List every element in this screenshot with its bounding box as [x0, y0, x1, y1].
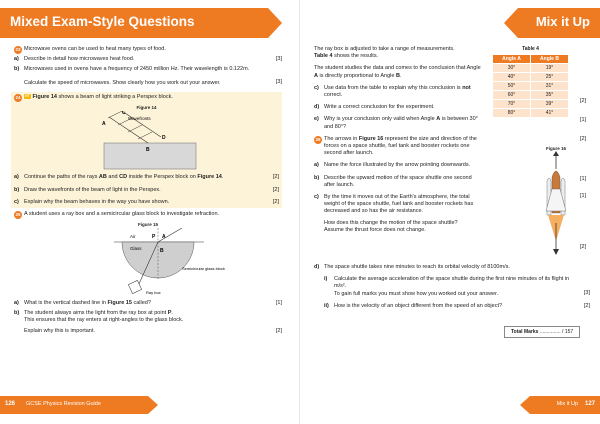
question-26: 26 The arrows in Figure 16 represent the size and direction of the forces on a space shuttle, fuel tank and booster rockets one second after launch. — [315, 135, 477, 157]
wavefront-line — [138, 132, 152, 139]
column-header: Angle A — [493, 55, 531, 64]
marks: [2] — [580, 136, 587, 142]
table-row: 40° 25° — [493, 73, 569, 82]
right-content: The ray box is adjusted to take a range of measurements. Table 4 shows the results. The student studies the data and comes to the conclusion that Angle A is directly proportional to Angle B. c) Use data from the table to explain why this conclusion is not correct. d) Write a correct conclusion for the experiment. e) Why is your conclusion only valid when Angle A is between 30° and 80°? 26 The arrows in Figure 16 represent the size and direction of the forces on a space shuttle, fuel tank and booster rockets one second after launch. a) Name the force illustrated by the arrow pointing downwards. b) Describe the upward motion of the space shuttle one second after launch. c) By the time it moves out of the Earth's atmosphere, the total weight of the space shuttle, fuel tank and booster rockets has decreased and so has the air resistance. How does this change the motion of the space shuttle? Assume the thrust force does not change. — [314, 46, 481, 233]
marks: [3] — [275, 79, 282, 86]
label-a: A — [162, 234, 166, 241]
question-23 — [14, 46, 282, 53]
q24-part-a: a) Continue the paths of the rays AB and CD inside the Perspex block on Figure 14. [2] — [14, 174, 279, 181]
figure-caption: Figure 15 — [137, 222, 158, 228]
page-number: 126 — [5, 401, 16, 407]
total-value: / 157 — [562, 329, 574, 335]
q25-part-d: d) Write a correct conclusion for the experiment. — [314, 104, 435, 111]
q25-part-b: b) The student always aims the light from the ray box at point P. This ensures that the ray enters at right-angles to the glass block. Explain why this is important. [2] — [14, 309, 282, 335]
thrust-arrowhead — [553, 151, 559, 156]
question-24: 24 HT Figure 14 shows a beam of light striking a Perspex block. — [15, 93, 173, 100]
label-a: A — [102, 121, 106, 128]
table-4 — [492, 54, 569, 118]
q26-part-d: d) The space shuttle takes nine minutes to reach its orbital velocity of 8100m/s. — [314, 264, 510, 270]
table-row: 60° 35° — [493, 91, 569, 100]
q26-part-d-ii: ii) How is the velocity of an object different from the speed of an object? [2] — [324, 302, 590, 309]
figure-15-diagram — [14, 228, 274, 296]
table-header-row — [493, 55, 569, 64]
figure-caption: Figure 16 — [545, 146, 566, 151]
question-25: 25 A student uses a ray box and a semicircular glass block to investigate refraction. — [15, 211, 220, 218]
wavefront-line — [108, 111, 122, 118]
perspex-block — [104, 143, 196, 169]
label-ray-box: Ray box — [146, 290, 161, 296]
table-row: 80° 41° — [493, 109, 569, 118]
right-page — [300, 0, 600, 424]
q26-part-a: a) Name the force illustrated by the arrow pointing downwards. — [314, 162, 471, 169]
ray-cd — [122, 111, 161, 137]
section-title: Mixed Exam-Style Questions — [10, 14, 195, 29]
label-semicircular-block: Semicircular glass block — [182, 266, 225, 272]
total-label: Total Marks — [511, 329, 539, 335]
q26-part-c: c) By the time it moves out of the Earth's atmosphere, the total weight of the space shuttle, fuel tank and booster rockets has decreased and so has the air resistance. How does this change the motion of the space shuttle? Assume the thrust force does not change. — [314, 194, 474, 233]
weight-arrowhead — [553, 249, 559, 255]
space-shuttle-diagram — [536, 151, 576, 255]
question-number: 23 — [15, 47, 21, 52]
figure-16-block — [536, 146, 576, 260]
label-glass: Glass — [130, 246, 142, 252]
q25-part-a: a) What is the vertical dashed line in Figure 15 called? [1] — [14, 299, 282, 306]
label-p: P — [152, 234, 156, 241]
marks: [1] — [580, 176, 587, 182]
q25-part-c: c) Use data from the table to explain why this conclusion is not correct. — [314, 84, 471, 99]
question-number: 26 — [315, 136, 321, 142]
wavefront-line — [128, 125, 142, 132]
page-number: 127 — [584, 401, 595, 407]
q24-part-b: b) Draw the wavefronts of the beam of light in the Perspex. [2] — [14, 186, 279, 193]
table-4-block — [492, 46, 569, 118]
q23-part-a: a) Describe in detail how microwaves heat food. [3] — [14, 56, 282, 63]
table-caption: Table 4 — [522, 46, 539, 52]
marks: [2] — [580, 98, 587, 104]
left-content — [14, 46, 282, 335]
book-title: GCSE Physics Revision Guide — [26, 401, 101, 407]
label-wavefronts: Wavefronts — [128, 116, 151, 122]
marks: [3] — [275, 56, 282, 63]
marks: [2] — [275, 327, 282, 334]
table-row: 30° 19° — [493, 64, 569, 73]
total-marks-box — [504, 326, 580, 338]
label-b: B — [160, 248, 164, 255]
label-c: C — [122, 111, 126, 117]
table-row: 70° 39° — [493, 100, 569, 109]
q26-part-d-i: i) Calculate the average acceleration of the space shuttle during the first nine minutes of its flight in m/s². To gain full marks you must show how you worked out your answer. [3] — [324, 276, 590, 297]
marks: [2] — [272, 198, 279, 205]
figure-14-diagram — [14, 111, 274, 171]
marks: [2] — [583, 302, 590, 309]
right-content-lower — [314, 264, 590, 310]
higher-tier-badge: HT — [25, 93, 30, 98]
q23-part-b: b) Microwaves used in ovens have a frequency of 2450 million Hz. Their wavelength is 0.122m. Calculate the speed of microwaves. Show clearly how you work out your answer. [3] — [14, 66, 282, 86]
section-tag: Mix it Up — [535, 14, 590, 29]
marks: [2] — [580, 244, 587, 250]
marks: [1] — [580, 117, 587, 123]
figure-caption: Figure 14 — [136, 105, 157, 111]
column-header: Angle B — [531, 55, 569, 64]
question-intro: Microwave ovens can be used to heat many types of food. — [24, 46, 166, 52]
header-banner-left — [0, 8, 268, 38]
marks: [1] — [275, 299, 282, 306]
footer-left — [0, 396, 148, 414]
label-b: B — [146, 147, 150, 154]
q25-part-e: e) Why is your conclusion only valid when Angle A is between 30° and 80°? — [314, 116, 478, 130]
q24-part-c: c) Explain why the beam behaves in the way you have shown. [2] — [14, 198, 279, 205]
label-d: D — [162, 135, 166, 142]
question-number: 24 — [15, 94, 21, 100]
marks: [3] — [583, 290, 590, 297]
marks: [1] — [580, 193, 587, 199]
footer-section: Mix it Up — [556, 401, 578, 407]
header-banner-right — [518, 8, 600, 38]
footer-right — [530, 396, 600, 414]
q26-part-b: b) Describe the upward motion of the space shuttle one second after launch. — [314, 174, 472, 188]
total-dots: ............... — [539, 329, 561, 335]
marks: [2] — [272, 174, 279, 181]
marks: [2] — [272, 186, 279, 193]
label-air: Air — [130, 234, 136, 240]
table-row: 50° 31° — [493, 82, 569, 91]
question-24-highlight — [11, 92, 282, 208]
question-number: 25 — [15, 212, 21, 218]
